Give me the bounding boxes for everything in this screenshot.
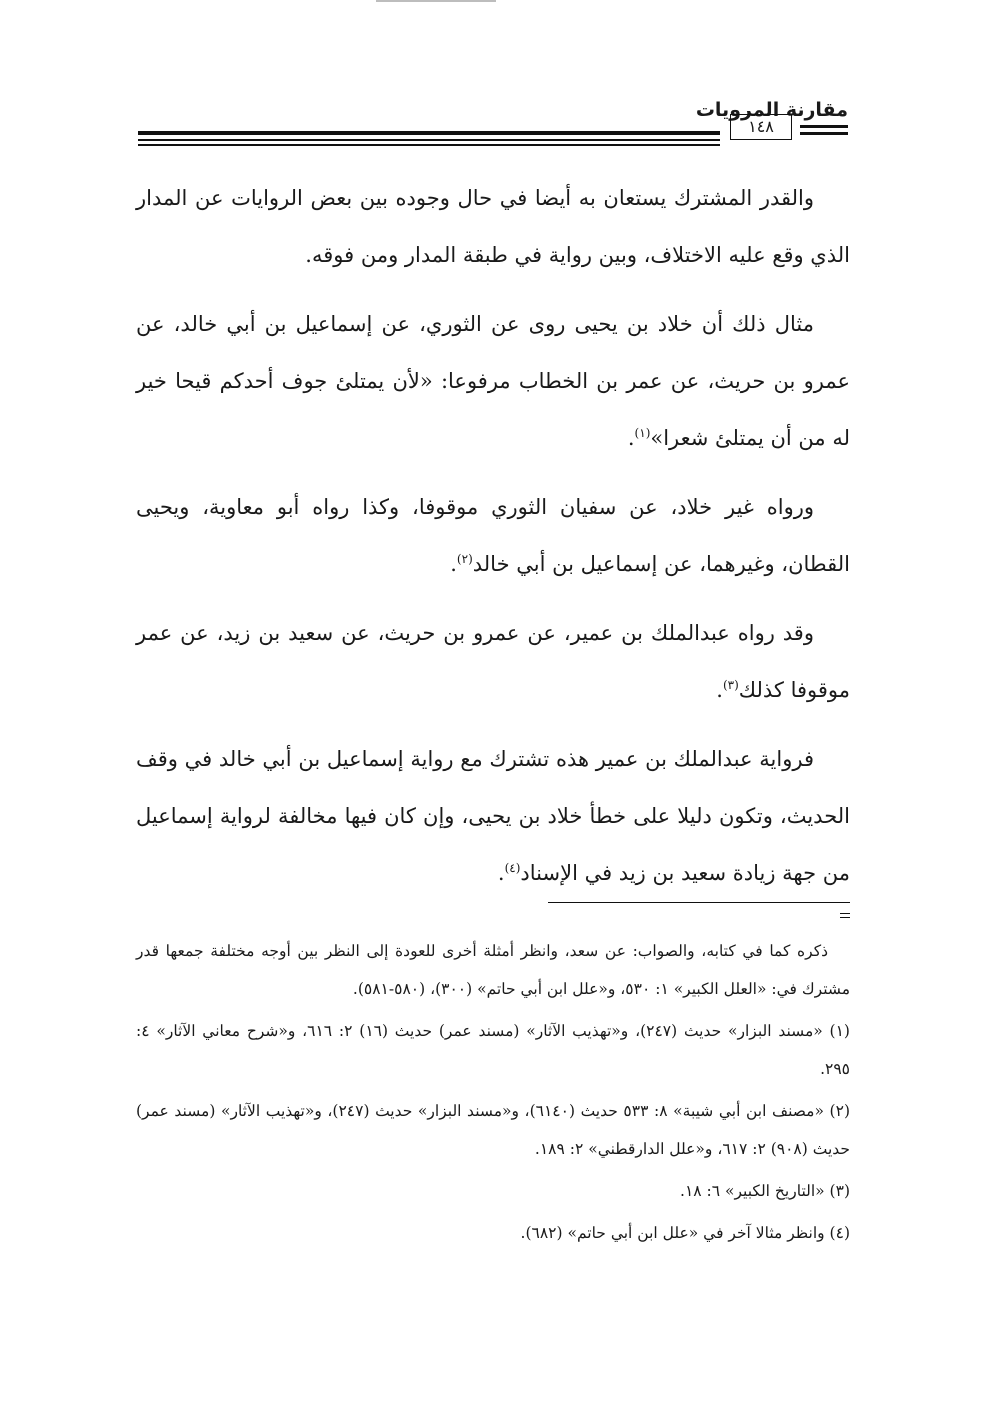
footnote-ref: (٤) [504,861,521,875]
paragraph: فرواية عبدالملك بن عمير هذه تشترك مع رواية إسماعيل بن أبي خالد في وقف الحديث، وتكون دليلا على خطأ خلاد بن يحيى، وإن كان فيها مخالفة لرواية إسماعيل من جهة زيادة سعيد بن زيد في الإسناد$^{(٤)}$. [136,747,850,885]
continuation-mark [840,913,850,918]
footnote-separator [548,902,850,903]
footnote-continuation: ذكره كما في كتابه، والصواب: عن سعد، وانظر أمثلة أخرى للعودة إلى النظر بين أوجه مختلفة جمعها قدر مشترك في: «العلل الكبير» ١: ٥٣٠، و«علل ابن أبي حاتم» (٣٠٠)، (٥٨٠-٥٨١). [136,942,850,998]
main-text [136,170,850,914]
paragraph: ورواه غير خلاد، عن سفيان الثوري موقوفا، وكذا رواه أبو معاوية، ويحيى القطان، وغيرهما، عن إسماعيل بن أبي خالد$^{(٢)}$. [136,495,850,576]
paragraph: مثال ذلك أن خلاد بن يحيى روى عن الثوري، عن إسماعيل بن أبي خالد، عن عمرو بن حريث، عن عمر بن الخطاب مرفوعا: «لأن يمتلئ جوف أحدكم قيحا خير له من أن يمتلئ شعرا»$^{(١)}$. [136,312,850,450]
footnote: (١) «مسند البزار» حديث (٢٤٧)، و«تهذيب الآثار» (مسند عمر) حديث (١٦) ٢: ٦١٦، و«شرح معاني الآثار» ٤: ٢٩٥. [136,1022,850,1078]
paragraph: والقدر المشترك يستعان به أيضا في حال وجوده بين بعض الروايات عن المدار الذي وقع عليه الاختلاف، وبين رواية في طبقة المدار ومن فوقه. [136,186,850,267]
footnotes [136,932,850,1256]
page-header [138,96,848,156]
footnote: (٤) وانظر مثالا آخر في «علل ابن أبي حاتم» (٦٨٢). [520,1224,850,1242]
page-number: ١٤٨ [730,114,792,140]
header-ornament [800,132,848,135]
footnote: (٢) «مصنف ابن أبي شيبة» ٨: ٥٣٣ حديث (٦١٤٠)، و«مسند البزار» حديث (٢٤٧)، و«تهذيب الآثار» (مسند عمر) حديث (٩٠٨) ٢: ٦١٧، و«علل الدارقطني» ٢: ١٨٩. [136,1102,850,1158]
paragraph: وقد رواه عبدالملك بن عمير، عن عمرو بن حريث، عن سعيد بن زيد، عن عمر موقوفا كذلك$^{(٣)}$. [136,621,850,702]
header-rule [138,139,720,141]
footnote: (٣) «التاريخ الكبير» ٦: ١٨. [680,1182,850,1200]
footnote-ref: (٣) [722,678,739,692]
scan-edge-mark [376,0,496,2]
header-rule [138,144,720,146]
header-ornament [800,125,848,128]
header-rule [138,131,720,135]
footnote-ref: (١) [634,426,651,440]
footnote-ref: (٢) [456,552,473,566]
running-head-title: مقارنة المرويات [695,99,848,121]
